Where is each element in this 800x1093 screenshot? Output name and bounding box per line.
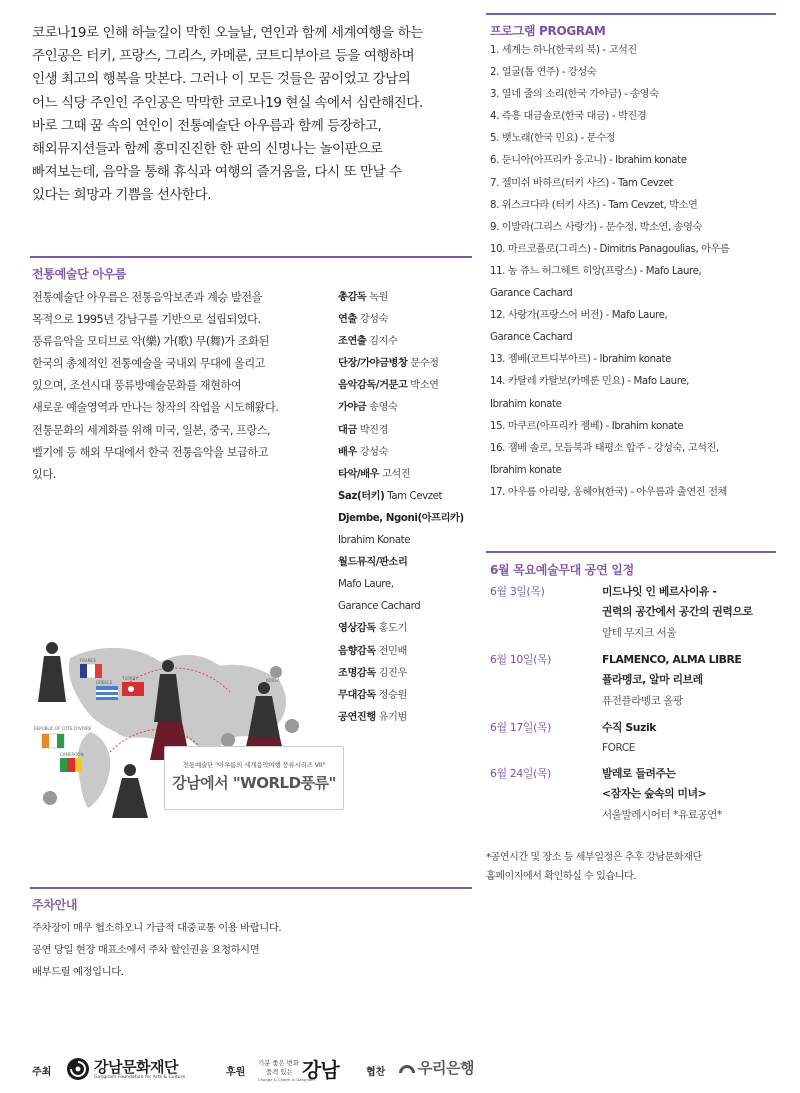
credit-line [338,420,478,442]
map-label-france: FRANCE [80,658,96,663]
sponsor-name: 강남 [302,1058,339,1082]
program-item: 11. 농 쥬느 허그헤트 히앙(프랑스) - Mafo Laure, [490,265,702,277]
program-item: 7. 젤미쉬 바하르(터키 사즈) - Tam Cevzet [490,177,673,189]
parking-title: 주차안내 [32,898,78,912]
schedule-event-title: <잠자는 숲속의 미녀> [602,787,707,801]
credit-line [338,530,478,552]
map-label-greece: GREECE [96,680,113,685]
credit-line [338,552,478,574]
partner-logo-icon [398,1061,416,1075]
credit-role: 가야금 [338,402,367,414]
program-item: Ibrahim konate [490,398,562,410]
schedule-row [490,764,780,825]
credit-role: 대금 [338,424,357,436]
program-item: 4. 즉흥 대금솔로(한국 대금) - 박진경 [490,111,647,123]
partner-logo [398,1055,488,1081]
credit-line [338,618,478,640]
intro-line: 바로 그때 꿈 속의 연인이 전통예술단 아우름과 함께 등장하고, [32,117,382,134]
sponsor-subname: Change & Charm in Gangnam [258,1077,315,1082]
divider-schedule [486,551,776,553]
intro-line: 코로나19로 인해 하늘길이 막힌 오늘날, 연인과 함께 세계여행을 하는 [32,25,423,41]
poster-headline: 강남에서 "WORLD풍류" [172,774,336,792]
program-item: Ibrahim konate [490,464,562,476]
schedule-event-title: 플라멩코, 알마 리브레 [602,673,703,687]
credit-role: 월드뮤직/판소리 [338,557,408,569]
credit-role: 음악감독/거문고 [338,380,408,392]
program-item: 3. 열네 줄의 소리(한국 가야금) - 송영숙 [490,89,659,101]
schedule-row [490,582,780,643]
sponsor-logo [258,1054,368,1084]
intro-paragraph [32,22,472,208]
ahureum-line: 풍류음악을 모티브로 악(樂) 가(歌) 무(舞)가 조화된 [32,335,269,349]
intro-line: 주인공은 터키, 프랑스, 그리스, 카메룬, 코트디부아르 등을 여행하며 [32,48,415,65]
schedule-event-title: 수직 Suzik [602,721,657,734]
partner-label: 협찬 [366,1067,386,1078]
schedule-venue: 퓨전플라멩코 올팡 [602,694,683,707]
host-label: 주최 [32,1067,52,1078]
program-item: 6. 둔니아(아프리카 응고니) - Ibrahim konate [490,155,687,167]
schedule-venue: FORCE [602,742,636,755]
credit-role: 공연진행 [338,711,376,723]
credit-name: 송영숙 [369,402,398,414]
schedule-note [486,848,786,886]
credit-name: 정승원 [378,689,407,701]
parking-info [32,917,472,983]
intro-line: 어느 식당 주인인 주인공은 막막한 코로나19 현실 속에서 심란해진다. [32,94,423,111]
credit-name: Mafo Laure, [338,579,394,591]
credit-role: 음향감독 [338,645,376,657]
credit-role: 조명감독 [338,667,376,679]
credit-line [338,486,478,508]
top-rule-right [486,13,776,15]
host-logo-icon [66,1057,90,1081]
credit-name: 강성숙 [359,446,389,458]
poster-banner [164,746,344,810]
ahureum-title: 전통예술단 아우름 [32,267,127,281]
schedule-note-line: *공연시간 및 장소 등 세부일정은 추후 강남문화재단 [486,852,702,863]
credit-name: 김진우 [378,667,407,679]
credit-name: 강성숙 [359,314,389,326]
sponsor-slogan-1: 기분 좋은 변화 [258,1059,300,1067]
credit-role: Djembe, Ngoni(아프리카) [338,512,464,524]
schedule-event-title: 권력의 공간에서 공간의 권력으로 [602,605,753,619]
schedule-venue: 서울발레시어터 *유료공연* [602,808,722,821]
parking-line: 배부드릴 예정입니다. [32,966,124,979]
credit-line [338,464,478,486]
parking-line: 공연 당일 현장 매표소에서 주차 할인권을 요청하시면 [32,944,260,957]
schedule-row [490,718,780,759]
program-item: 15. 마쿠르(아프리카 젬베) - Ibrahim konate [490,420,684,432]
credit-line [338,442,478,464]
ahureum-line: 한국의 총체적인 전통예술을 국내외 무대에 올리고 [32,357,266,371]
credit-line [338,508,478,530]
program-item: 10. 마르코폴로(그리스) - Dimitris Panagoulias, 아우름 [490,243,730,255]
map-label-cameroon: CAMEROON [60,752,84,757]
credit-role: 조연출 [338,336,367,348]
program-item: 17. 아우름 아리랑, 옹헤야(한국) - 아우름과 출연진 전체 [490,486,727,498]
credit-name: 유기범 [378,711,407,723]
schedule-event-title: 발레로 들려주는 [602,767,676,780]
poster-subtitle: 전통예술단 "아우름의 세계음악여행 풍류시리즈 VII" [182,761,326,769]
program-item: 9. 이발라(그리스 사랑가) - 문수정, 박소연, 송영숙 [490,221,702,233]
ahureum-line: 목적으로 1995년 강남구를 기반으로 설립되었다. [32,313,261,327]
schedule-venue: 알테 무지크 서울 [602,626,677,639]
program-item: 12. 사랑가(프랑스어 버전) - Mafo Laure, [490,310,668,322]
program-item: Garance Cachard [490,288,573,300]
intro-line: 있다는 희망과 기쁨을 선사한다. [32,187,212,204]
divider-ahureum [30,256,472,258]
map-label-turkey: TURKEY [122,676,138,681]
credit-role: 영상감독 [338,623,376,635]
schedule-row [490,650,780,711]
credit-line [338,331,478,353]
credit-name: 김지수 [369,336,398,348]
intro-line: 인생 최고의 행복을 맛본다. 그러나 이 모든 것들은 꿈이었고 강남의 [32,71,411,88]
credit-name: Garance Cachard [338,601,421,613]
credit-line [338,287,478,309]
intro-line: 해외뮤지션들과 함께 흥미진진한 한 판의 신명나는 놀이판으로 [32,141,383,158]
credit-line [338,641,478,663]
ahureum-line: 전통문화의 세계화를 위해 미국, 일본, 중국, 프랑스, [32,423,271,437]
credit-name: 녹원 [369,292,389,303]
map-label-cote-divoire: REPUBLIC OF COTE D'IVOIRE [34,726,92,731]
ahureum-line: 벨기에 등 해외 무대에서 한국 전통음악을 보급하고 [32,445,269,459]
program-list [490,40,780,504]
credit-name: 박소연 [410,380,439,392]
credit-line [338,596,478,618]
credit-role: 타악/배우 [338,468,380,480]
credit-line [338,397,478,419]
credit-line [338,663,478,685]
program-item: 1. 세계는 하나(한국의 북) - 고석진 [490,45,637,56]
host-subname: Gangnam Foundation for Arts & Culture [94,1075,186,1080]
program-item: 16. 잼베 솔로, 모듬북과 태평소 합주 - 강성숙, 고석진, [490,442,719,454]
credit-role: 총감독 [338,292,367,303]
credit-line [338,375,478,397]
ahureum-description [32,287,330,486]
program-item: 8. 위스크다라 (터키 사즈) - Tam Cevzet, 박소연 [490,199,698,211]
parking-line: 주차장이 매우 협소하오니 가급적 대중교통 이용 바랍니다. [32,922,282,934]
divider-parking [30,887,472,889]
host-logo [66,1054,216,1084]
credit-line [338,685,478,707]
credits-list [338,287,478,729]
program-item: 13. 젬베(코트디부아르) - Ibrahim konate [490,354,671,366]
credit-role: 단장/가야금병창 [338,358,408,370]
credit-role: 배우 [338,446,357,458]
ahureum-line: 있으며, 조선시대 풍류방예술문화를 재현하여 [32,379,242,393]
credit-name: 홍도기 [378,623,407,635]
program-item: 2. 얼굴(톱 연주) - 강성숙 [490,67,597,79]
schedule-event-title: 미드나잇 인 베르사이유 - [602,585,717,598]
program-item: 5. 뱃노래(한국 민요) - 문수정 [490,133,616,145]
credit-line [338,309,478,331]
credit-line [338,353,478,375]
ahureum-line: 전통예술단 아우름은 전통음악보존과 계승 발전을 [32,291,262,304]
credit-name: 고석진 [381,468,411,480]
credit-name: 전민배 [378,645,407,657]
schedule-event-title: FLAMENCO, ALMA LIBRE [602,653,742,666]
ahureum-line: 있다. [32,467,56,481]
credit-role: Saz(터키) [338,490,385,502]
schedule-date: 6월 10일(목) [490,653,552,666]
credit-name: 문수정 [410,358,439,370]
poster-image [30,622,336,834]
program-title: 프로그램 PROGRAM [490,24,606,38]
credit-name: Tam Cevzet [387,490,443,502]
program-item: 14. 카탈레 카탈보(카메룬 민요) - Mafo Laure, [490,376,690,388]
intro-line: 빠져보는데, 음악을 통해 휴식과 여행의 즐거움을, 다시 또 만날 수 [32,164,402,181]
program-item: Garance Cachard [490,332,573,344]
credit-line [338,574,478,596]
schedule-date: 6월 3일(목) [490,585,545,598]
schedule-note-line: 홈페이지에서 확인하실 수 있습니다. [486,871,637,882]
partner-name: 우리은행 [418,1059,474,1077]
credit-name: Ibrahim Konate [338,535,411,547]
schedule-date: 6월 24일(목) [490,767,552,780]
sponsor-label: 후원 [226,1067,246,1078]
host-name: 강남문화재단 [94,1058,178,1076]
credit-name: 박진경 [359,424,389,436]
schedule-date: 6월 17일(목) [490,721,552,734]
footer [0,1050,800,1086]
ahureum-line: 새로운 예술영역과 만나는 창작의 작업을 시도해왔다. [32,401,279,415]
credit-role: 무대감독 [338,689,376,701]
sponsor-slogan-2: 품격 있는 [266,1068,293,1076]
credit-role: 연출 [338,314,357,326]
map-label-korea: KOREA [266,678,280,683]
credit-line [338,707,478,729]
schedule-title: 6월 목요예술무대 공연 일정 [490,563,634,577]
